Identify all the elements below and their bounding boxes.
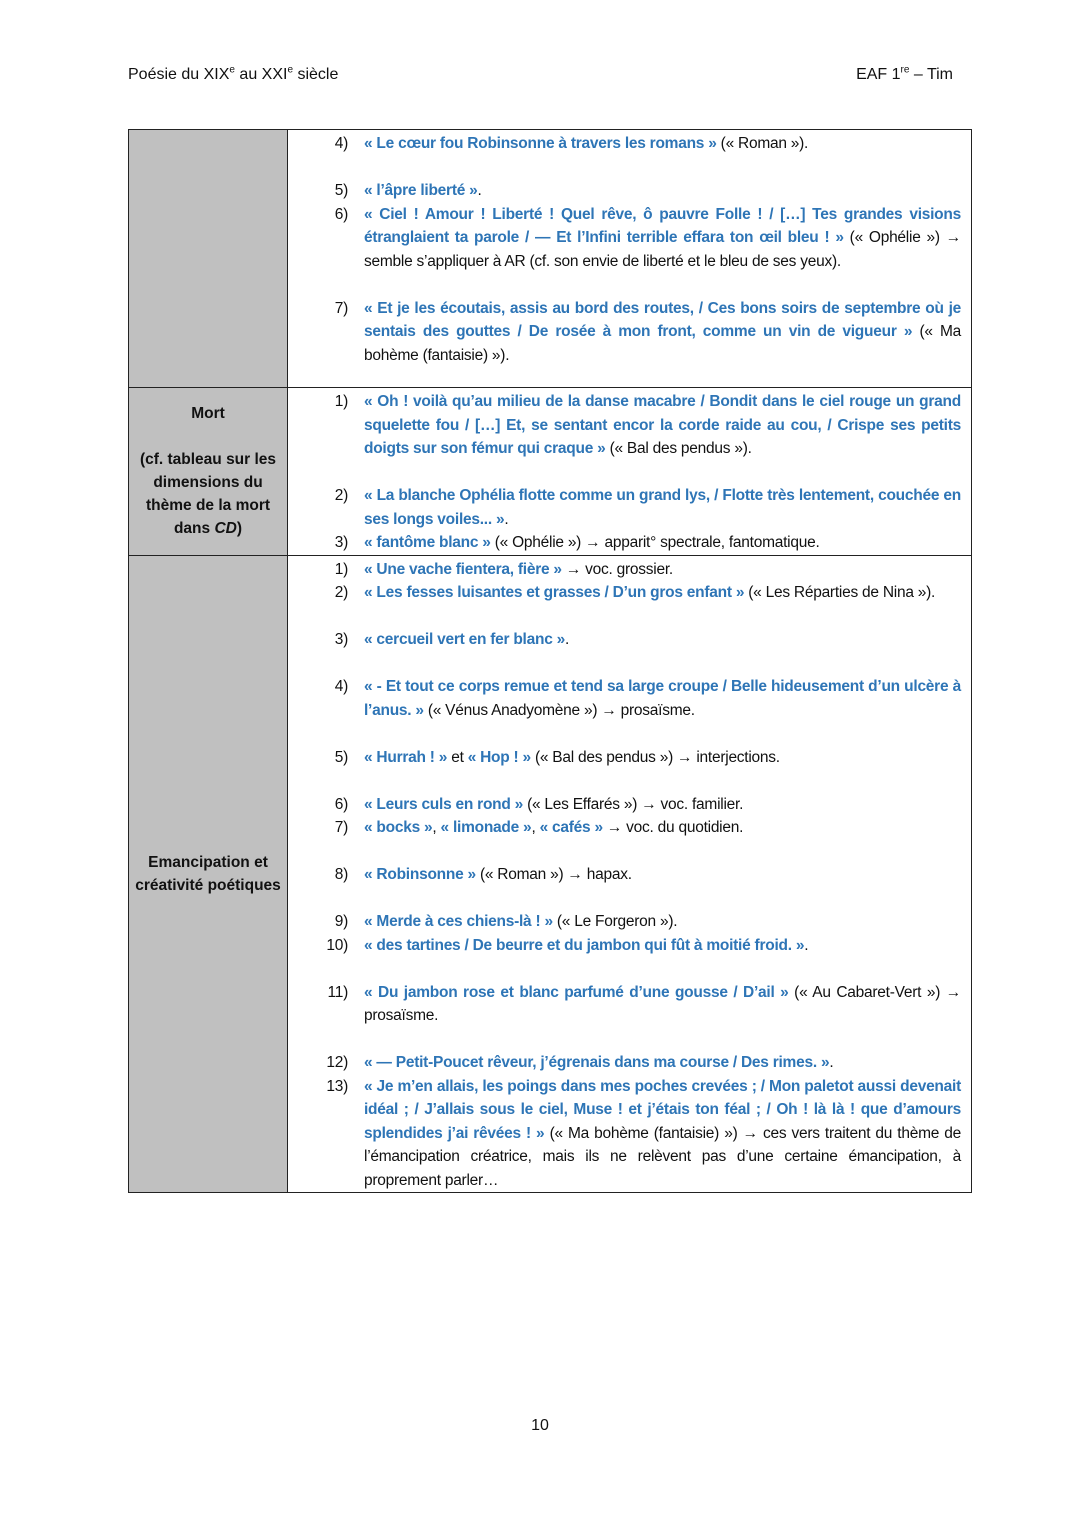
item-text: [364, 179, 961, 203]
commentary: (« Le Forgeron »).: [552, 913, 678, 930]
commentary: .: [804, 936, 809, 954]
header-text: – Tim: [909, 66, 953, 83]
list-item: [288, 863, 961, 887]
item-number: 9): [334, 913, 348, 930]
item-text: [364, 132, 961, 156]
item-text: [364, 628, 961, 652]
commentary: .: [565, 631, 570, 648]
list-item: [288, 981, 961, 1028]
list-item: [288, 1051, 961, 1075]
commentary: (« Bal des pendus »).: [605, 440, 752, 457]
quotation: « La blanche Ophélia flotte comme un grand lys, / Flotte très lentement, couchée en ses longs voiles... »: [364, 487, 961, 528]
theme-label-cell: [129, 388, 288, 556]
list-item: [288, 558, 961, 582]
item-text: [364, 484, 961, 531]
header-text: au XXI: [234, 66, 288, 83]
item-number: 13): [326, 1077, 348, 1095]
theme-title: Emancipation et créativité poétiques: [135, 853, 281, 894]
item-number: 12): [326, 1054, 348, 1071]
quotation: « Oh ! voilà qu’au milieu de la danse macabre / Bondit dans le ciel rouge un grand squelette fou / […] Et, se sentant encor la corde raide au cou, / Crispe ses petits doigts sur son fémur qui craque »: [364, 393, 961, 457]
commentary: (« Ophélie ») → apparit° spectrale, fantomatique.: [490, 534, 820, 551]
item-text: [364, 981, 961, 1028]
theme-label-cell: [129, 555, 288, 1193]
note-text: (cf. tableau sur les dimensions du thème de la mort dans: [139, 451, 277, 537]
item-text: [364, 297, 961, 368]
quotation: « Et je les écoutais, assis au bord des routes, / Ces bons soirs de septembre où je sentais des gouttes / De rosée à mon front, comme un vin de vigueur »: [364, 299, 961, 340]
page-number: 10: [531, 1417, 549, 1434]
item-text: [364, 793, 961, 817]
item-text: [364, 675, 961, 722]
quotation: « Ciel ! Amour ! Liberté ! Quel rêve, ô pauvre Folle ! / […] Tes grandes visions étranglaient ta parole / — Et l’Infini terrible effara ton œil bleu ! »: [364, 205, 961, 246]
item-text: [364, 1075, 961, 1193]
list-item: [288, 179, 961, 203]
item-number: 7): [334, 819, 348, 836]
list-item: [288, 746, 961, 770]
commentary: → voc. grossier.: [561, 560, 673, 578]
table-row: [129, 388, 972, 556]
running-header-title: [128, 66, 338, 84]
item-text: [364, 863, 961, 887]
examples-cell: [288, 130, 972, 388]
item-number: 3): [334, 534, 348, 551]
quotation: « Leurs culs en rond »: [364, 795, 524, 813]
item-number: 2): [334, 584, 348, 601]
quotation: « Les fesses luisantes et grasses / D’un gros enfant »: [364, 584, 745, 601]
running-header-author: [856, 66, 953, 84]
quotation: « l’âpre liberté »: [364, 182, 478, 199]
commentary: et: [447, 748, 468, 766]
item-text: [364, 531, 961, 555]
list-item: [288, 531, 961, 555]
quotation: « Le cœur fou Robinsonne à travers les romans »: [364, 135, 717, 152]
theme-note: [129, 448, 287, 540]
item-text: [364, 581, 961, 605]
list-item: [288, 581, 961, 605]
item-number: 10): [326, 936, 348, 954]
quotation: « Hop ! »: [467, 748, 531, 766]
commentary: (« Roman ») → hapax.: [475, 866, 632, 883]
commentary: (« Les Effarés ») → voc. familier.: [523, 795, 744, 813]
list-item: [288, 910, 961, 934]
item-number: 5): [334, 748, 348, 766]
list-item: [288, 484, 961, 531]
list-item: [288, 675, 961, 722]
theme-title: Mort: [191, 405, 225, 422]
list-item: [288, 628, 961, 652]
commentary: .: [829, 1054, 834, 1071]
list-item: [288, 390, 961, 461]
quotation: « — Petit-Poucet rêveur, j’égrenais dans ma course / Des rimes. »: [364, 1054, 830, 1071]
commentary: ,: [531, 819, 540, 836]
header-text: siècle: [293, 66, 339, 83]
list-item: [288, 793, 961, 817]
commentary: (« Les Réparties de Nina »).: [744, 584, 936, 601]
item-number: 6): [334, 205, 348, 223]
item-text: [364, 816, 961, 840]
item-text: [364, 203, 961, 274]
commentary: (« Vénus Anadyomène ») → prosaïsme.: [423, 701, 695, 719]
header-sup: e: [229, 64, 235, 76]
item-text: [364, 934, 961, 958]
item-number: 8): [334, 866, 348, 883]
quotation: « cafés »: [539, 819, 603, 836]
header-text: EAF 1: [856, 66, 901, 83]
item-number: 7): [334, 299, 348, 317]
note-text: ): [236, 520, 243, 537]
item-text: [364, 1051, 961, 1075]
quotation: « Robinsonne »: [364, 866, 476, 883]
list-item: [288, 203, 961, 274]
item-number: 4): [334, 678, 348, 695]
quotation: « Du jambon rose et blanc parfumé d’une gousse / D’ail »: [364, 983, 789, 1001]
header-sup: e: [287, 64, 294, 76]
quotation: « Merde à ces chiens-là ! »: [364, 913, 553, 930]
list-item: [288, 816, 961, 840]
table-row: [129, 555, 972, 1193]
commentary: (« Roman »).: [716, 135, 809, 152]
commentary: (« Au Cabaret-Vert ») → prosaïsme.: [364, 983, 961, 1024]
commentary: (« Ophélie ») → semble s’appliquer à AR (cf. son envie de liberté et le bleu de ses yeux).: [364, 229, 961, 270]
examples-cell: [288, 388, 972, 556]
item-number: 2): [334, 487, 348, 504]
quotation: « Je m’en allais, les poings dans mes poches crevées ; / Mon paletot aussi devenait idéal ; / J’allais sous le ciel, Muse ! et j’étais ton féal ; / Oh ! là là ! que d’amours splendides j’ai rêvées ! »: [364, 1077, 961, 1142]
list-item: [288, 1075, 961, 1193]
examples-cell: [288, 555, 972, 1193]
item-number: 3): [334, 631, 348, 648]
commentary: .: [504, 510, 509, 528]
item-text: [364, 746, 961, 770]
list-item: [288, 934, 961, 958]
quotation: « - Et tout ce corps remue et tend sa large croupe / Belle hideusement d’un ulcère à l’anus. »: [364, 678, 961, 719]
item-number: 1): [334, 560, 348, 578]
note-italic: CD: [214, 520, 237, 537]
header-text: Poésie du XIX: [128, 66, 230, 83]
item-text: [364, 910, 961, 934]
item-number: 6): [334, 795, 348, 813]
quotation: « limonade »: [440, 819, 532, 836]
quotation: « Hurrah ! »: [364, 748, 448, 766]
theme-label-cell: [129, 130, 288, 388]
list-item: [288, 297, 961, 368]
commentary: (« Ma bohème (fantaisie) ») → ces vers traitent du thème de l’émancipation créatrice, mais ils ne relèvent pas d’une certaine émancipation, à proprement parler…: [364, 1124, 961, 1189]
commentary: .: [477, 182, 482, 199]
item-text: [364, 558, 961, 582]
quotation: « fantôme blanc »: [364, 534, 491, 551]
item-number: 4): [334, 135, 348, 152]
item-number: 5): [334, 182, 348, 199]
commentary: → voc. du quotidien.: [602, 819, 744, 836]
item-number: 11): [327, 983, 348, 1001]
commentary: (« Ma bohème (fantaisie) »).: [364, 323, 961, 364]
table-row: [129, 130, 972, 388]
quotation: « des tartines / De beurre et du jambon qui fût à moitié froid. »: [364, 936, 805, 954]
commentary: ,: [432, 819, 441, 836]
list-item: [288, 132, 961, 156]
header-sup: re: [900, 64, 910, 76]
commentary: (« Bal des pendus ») → interjections.: [530, 748, 780, 766]
item-number: 1): [334, 393, 348, 410]
analysis-table: [128, 129, 972, 1193]
item-text: [364, 390, 961, 461]
quotation: « Une vache fientera, fière »: [364, 560, 562, 578]
quotation: « cercueil vert en fer blanc »: [364, 631, 565, 648]
quotation: « bocks »: [364, 819, 433, 836]
